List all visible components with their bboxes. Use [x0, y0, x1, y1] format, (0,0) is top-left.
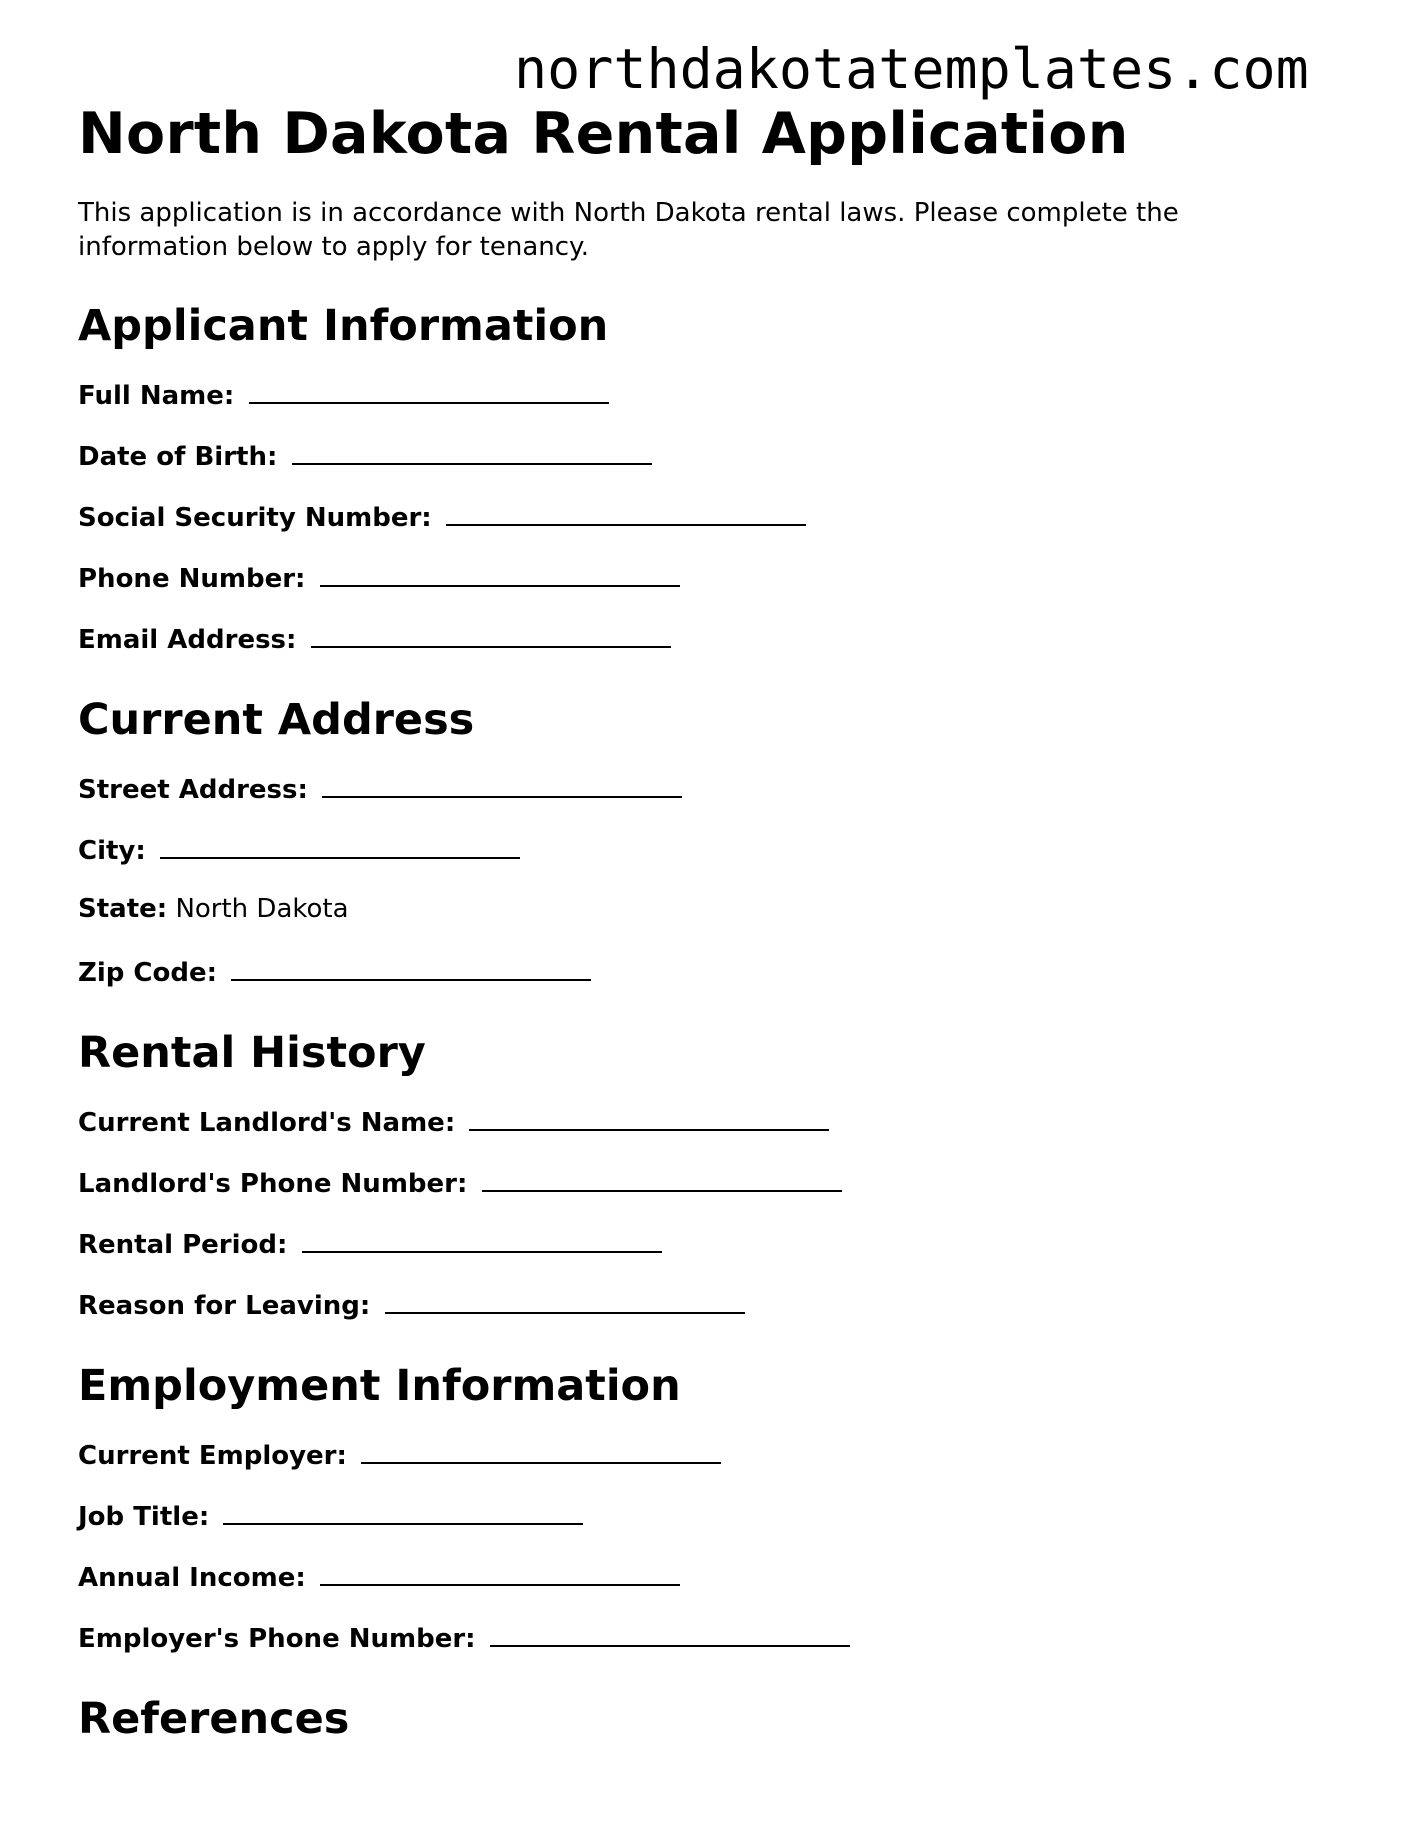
ssn-field [78, 498, 1338, 559]
street-address-field [78, 770, 1338, 831]
field-label: Reason for Leaving: [78, 1291, 371, 1321]
field-label: City: [78, 836, 146, 866]
date-of-birth-field [78, 437, 1338, 498]
email-address-blank[interactable] [311, 620, 671, 648]
rental-period-blank[interactable] [302, 1225, 662, 1253]
phone-number-blank[interactable] [320, 559, 680, 587]
field-label: Rental Period: [78, 1230, 288, 1260]
annual-income-field [78, 1558, 1338, 1619]
section-heading-applicant: Applicant Information [78, 301, 609, 351]
field-label: State: [78, 894, 168, 924]
current-employer-blank[interactable] [361, 1436, 721, 1464]
employer-phone-blank[interactable] [490, 1619, 850, 1647]
zip-code-blank[interactable] [231, 953, 591, 981]
intro-paragraph: This application is in accordance with North Dakota rental laws. Please complete the information below to apply for tenancy. [78, 198, 1179, 262]
field-label: Landlord's Phone Number: [78, 1169, 468, 1199]
section-heading-references: References [78, 1694, 350, 1744]
references-section [78, 1693, 1338, 1745]
field-label: Job Title: [78, 1502, 210, 1532]
section-heading-rental: Rental History [78, 1028, 426, 1078]
phone-number-field [78, 559, 1338, 620]
field-label: Employer's Phone Number: [78, 1624, 476, 1654]
employment-information-section [78, 1360, 1338, 1667]
street-address-blank[interactable] [322, 770, 682, 798]
state-value: North Dakota [175, 894, 349, 924]
date-of-birth-blank[interactable] [292, 437, 652, 465]
field-label: Street Address: [78, 775, 308, 805]
field-label: Zip Code: [78, 958, 218, 988]
field-label: Email Address: [78, 625, 297, 655]
document-title: North Dakota Rental Application [78, 101, 1129, 167]
field-label: Phone Number: [78, 564, 306, 594]
state-field [78, 892, 1338, 953]
applicant-information-section [78, 300, 1338, 668]
employer-phone-field [78, 1619, 1338, 1667]
annual-income-blank[interactable] [320, 1558, 680, 1586]
full-name-field [78, 376, 1338, 437]
landlord-name-field [78, 1103, 1338, 1164]
field-label: Current Employer: [78, 1441, 347, 1471]
reason-for-leaving-field [78, 1286, 1338, 1334]
landlord-phone-field [78, 1164, 1338, 1225]
rental-history-section [78, 1027, 1338, 1334]
field-label: Annual Income: [78, 1563, 306, 1593]
job-title-field [78, 1497, 1338, 1558]
field-label: Social Security Number: [78, 503, 432, 533]
ssn-blank[interactable] [446, 498, 806, 526]
rental-application-document [78, 98, 1338, 1745]
current-employer-field [78, 1436, 1338, 1497]
section-heading-employment: Employment Information [78, 1361, 681, 1411]
city-blank[interactable] [160, 831, 520, 859]
current-address-section [78, 694, 1338, 1001]
job-title-blank[interactable] [223, 1497, 583, 1525]
reason-for-leaving-blank[interactable] [385, 1286, 745, 1314]
city-field [78, 831, 1338, 892]
field-label: Current Landlord's Name: [78, 1108, 456, 1138]
full-name-blank[interactable] [249, 376, 609, 404]
email-address-field [78, 620, 1338, 668]
site-watermark: northdakotatemplates.com [514, 37, 1309, 101]
zip-code-field [78, 953, 1338, 1001]
field-label: Date of Birth: [78, 442, 278, 472]
landlord-name-blank[interactable] [469, 1103, 829, 1131]
section-heading-address: Current Address [78, 695, 475, 745]
landlord-phone-blank[interactable] [482, 1164, 842, 1192]
field-label: Full Name: [78, 381, 235, 411]
rental-period-field [78, 1225, 1338, 1286]
